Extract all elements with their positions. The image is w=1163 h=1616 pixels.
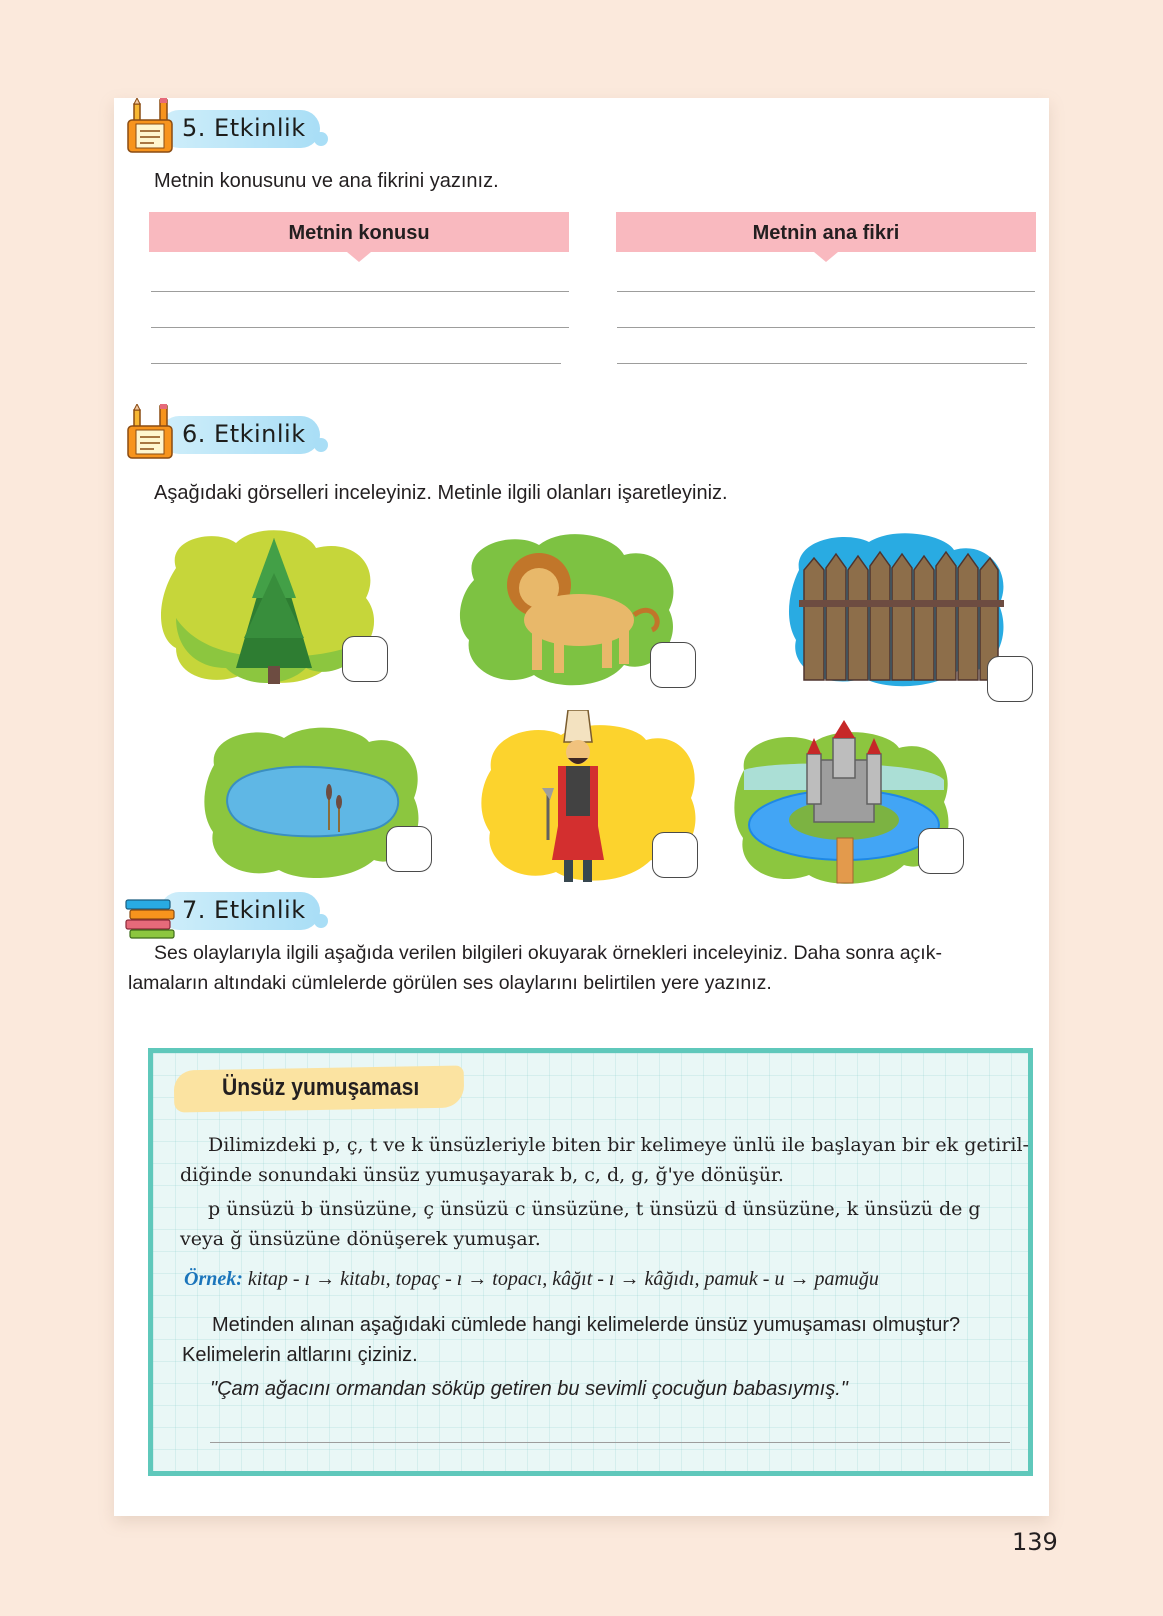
write-line[interactable] [617, 363, 1027, 364]
column-header-main-idea: Metnin ana fikri [616, 212, 1036, 252]
example-label: Örnek: [184, 1268, 243, 1290]
wooden-stakes-image [784, 530, 1014, 690]
checkbox[interactable] [342, 636, 388, 682]
activity7-header [124, 880, 344, 932]
info-box [148, 1048, 1033, 1476]
activity6-header [124, 404, 344, 456]
write-line[interactable] [151, 291, 569, 292]
activity5-title: 5. Etkinlik [182, 114, 306, 142]
write-line[interactable] [151, 363, 561, 364]
quote-sentence: "Çam ağacını ormandan söküp getiren bu sevimli çocuğun babasıymış." [210, 1378, 848, 1400]
column-header-topic: Metnin konusu [149, 212, 569, 252]
activity7-instruction-line1: Ses olaylarıyla ilgili aşağıda verilen bilgileri okuyarak örnekleri inceleyiniz. Daha sonra açık- [154, 942, 942, 964]
activity5-instruction: Metnin konusunu ve ana fikrini yazınız. [154, 170, 499, 192]
activity6-title: 6. Etkinlik [182, 420, 306, 448]
rule-paragraph2-line2: veya ğ ünsüzüne dönüşerek yumuşar. [180, 1228, 541, 1250]
example-text: kitap - ı → kitabı, topaç - ı → topacı, kâğıt - ı → kâğıdı, pamuk - u → pamuğu [247, 1268, 879, 1290]
answer-line[interactable] [210, 1442, 1010, 1443]
checkbox[interactable] [652, 832, 698, 878]
checkbox[interactable] [386, 826, 432, 872]
pencil-clipboard-icon [124, 98, 178, 154]
question-line1: Metinden alınan aşağıdaki cümlede hangi kelimelerde ünsüz yumuşaması olmuştur? [212, 1314, 961, 1336]
write-line[interactable] [617, 327, 1035, 328]
write-line[interactable] [617, 291, 1035, 292]
pencil-clipboard-icon [124, 404, 178, 460]
books-icon [124, 886, 178, 942]
activity6-instruction: Aşağıdaki görselleri inceleyiniz. Metinle ilgili olanları işaretleyiniz. [154, 482, 728, 504]
rule-paragraph1-line1: Dilimizdeki p, ç, t ve k ünsüzleriyle biten bir kelimeye ünlü ile başlayan bir ek getiril- [208, 1134, 1029, 1156]
rule-paragraph1-line2: diğinde sonundaki ünsüz yumuşayarak b, c, d, g, ğ'ye dönüşür. [180, 1164, 784, 1186]
question-line2: Kelimelerin altlarını çiziniz. [182, 1344, 418, 1366]
activity7-title: 7. Etkinlik [182, 896, 306, 924]
checkbox[interactable] [987, 656, 1033, 702]
activity5-header [124, 98, 344, 150]
box-title: Ünsüz yumuşaması [222, 1074, 420, 1101]
page-number: 139 [1012, 1528, 1058, 1556]
checkbox[interactable] [650, 642, 696, 688]
example-line [184, 1268, 879, 1291]
activity7-instruction-line2: lamaların altındaki cümlelerde görülen ses olaylarını belirtilen yere yazınız. [128, 972, 772, 994]
checkbox[interactable] [918, 828, 964, 874]
page [114, 98, 1049, 1516]
write-line[interactable] [151, 327, 569, 328]
rule-paragraph2-line1: p ünsüzü b ünsüzüne, ç ünsüzü c ünsüzüne, t ünsüzü d ünsüzüne, k ünsüzü de g [208, 1198, 981, 1220]
